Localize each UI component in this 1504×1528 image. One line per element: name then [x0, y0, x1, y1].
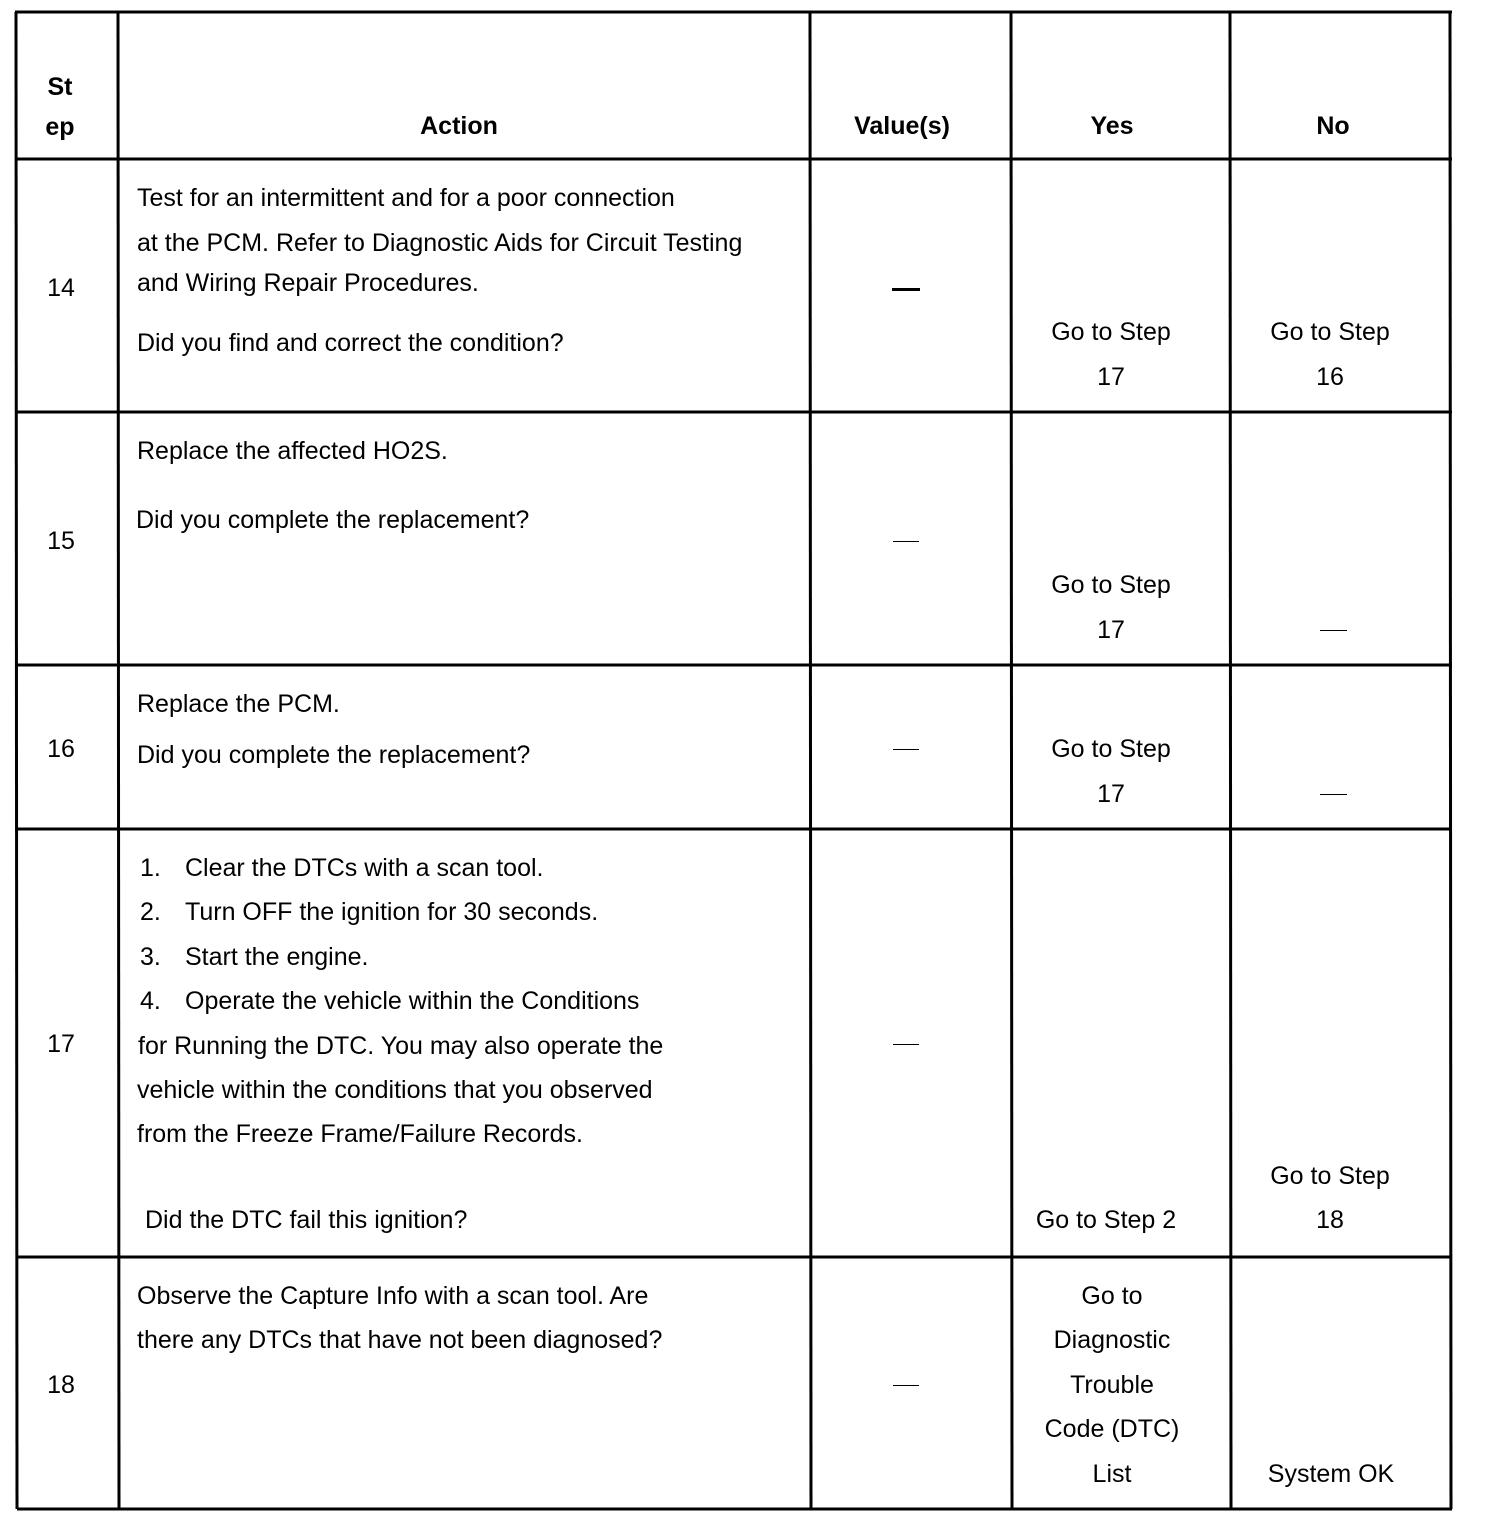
- yes-16-line1: Go to Step: [1051, 735, 1171, 763]
- action-15-question: Did you complete the replacement?: [136, 506, 530, 534]
- action-17-item4-cont3: from the Freeze Frame/Failure Records.: [137, 1120, 583, 1148]
- border-col-3: [1011, 12, 1012, 1509]
- value-16-dash: [893, 749, 919, 750]
- header-action: Action: [420, 112, 498, 140]
- yes-18-line3: Trouble: [1070, 1371, 1154, 1399]
- no-14-line1: Go to Step: [1270, 318, 1390, 346]
- step-14: 14: [47, 274, 75, 302]
- yes-18-line5: List: [1092, 1460, 1132, 1488]
- value-15-dash: [893, 541, 919, 542]
- border-col-2: [810, 12, 811, 1509]
- action-17-num2: 2.: [140, 898, 161, 926]
- action-17-num1: 1.: [140, 854, 161, 882]
- action-15-line1: Replace the affected HO2S.: [137, 437, 448, 465]
- action-14-line1: Test for an intermittent and for a poor connection: [137, 184, 675, 212]
- header-no: No: [1316, 112, 1350, 140]
- header-yes: Yes: [1090, 112, 1134, 140]
- action-14-question: Did you find and correct the condition?: [137, 329, 564, 357]
- yes-15-line1: Go to Step: [1051, 571, 1171, 599]
- border-col-4: [1230, 12, 1231, 1509]
- action-18-line1: Observe the Capture Info with a scan tool. Are: [137, 1282, 649, 1310]
- value-17-dash: [893, 1044, 919, 1045]
- action-17-item4-cont2: vehicle within the conditions that you observed: [137, 1076, 653, 1104]
- action-17-item4-cont1: for Running the DTC. You may also operate the: [138, 1032, 664, 1060]
- action-17-item4: Operate the vehicle within the Conditions: [185, 987, 640, 1015]
- yes-14-line1: Go to Step: [1051, 318, 1171, 346]
- action-17-question: Did the DTC fail this ignition?: [145, 1206, 468, 1234]
- value-18-dash: [893, 1385, 919, 1386]
- step-16: 16: [47, 735, 75, 763]
- yes-18-line4: Code (DTC): [1044, 1415, 1180, 1443]
- step-17: 17: [47, 1030, 75, 1058]
- action-17-item3: Start the engine.: [185, 943, 369, 971]
- yes-17: Go to Step 2: [1035, 1206, 1177, 1234]
- action-14-line3: and Wiring Repair Procedures.: [137, 269, 479, 297]
- border-right: [1450, 12, 1451, 1509]
- action-16-question: Did you complete the replacement?: [137, 741, 531, 769]
- no-15-dash: [1320, 630, 1347, 631]
- no-17-line1: Go to Step: [1270, 1162, 1390, 1190]
- header-values: Value(s): [854, 112, 950, 140]
- action-17-num3: 3.: [140, 943, 161, 971]
- no-17-line2: 18: [1316, 1206, 1344, 1234]
- step-15: 15: [47, 527, 75, 555]
- action-16-line1: Replace the PCM.: [137, 690, 340, 718]
- no-14-line2: 16: [1316, 363, 1344, 391]
- yes-18-line1: Go to: [1081, 1282, 1143, 1310]
- yes-15-line2: 17: [1097, 616, 1125, 644]
- header-step-line2: ep: [45, 113, 75, 141]
- action-17-item2: Turn OFF the ignition for 30 seconds.: [185, 898, 599, 926]
- no-18: System OK: [1267, 1460, 1395, 1488]
- action-17-item1: Clear the DTCs with a scan tool.: [185, 854, 544, 882]
- border-left: [16, 12, 17, 1509]
- yes-16-line2: 17: [1097, 780, 1125, 808]
- border-col-1: [118, 12, 119, 1509]
- header-step-line1: St: [47, 73, 73, 101]
- yes-18-line2: Diagnostic: [1053, 1326, 1171, 1354]
- value-14-dash: [892, 288, 920, 291]
- no-16-dash: [1320, 794, 1347, 795]
- yes-14-line2: 17: [1097, 363, 1125, 391]
- action-18-line2: there any DTCs that have not been diagnosed?: [137, 1326, 663, 1354]
- action-17-num4: 4.: [140, 987, 161, 1015]
- action-14-line2: at the PCM. Refer to Diagnostic Aids for Circuit Testing: [137, 229, 743, 257]
- step-18: 18: [47, 1371, 75, 1399]
